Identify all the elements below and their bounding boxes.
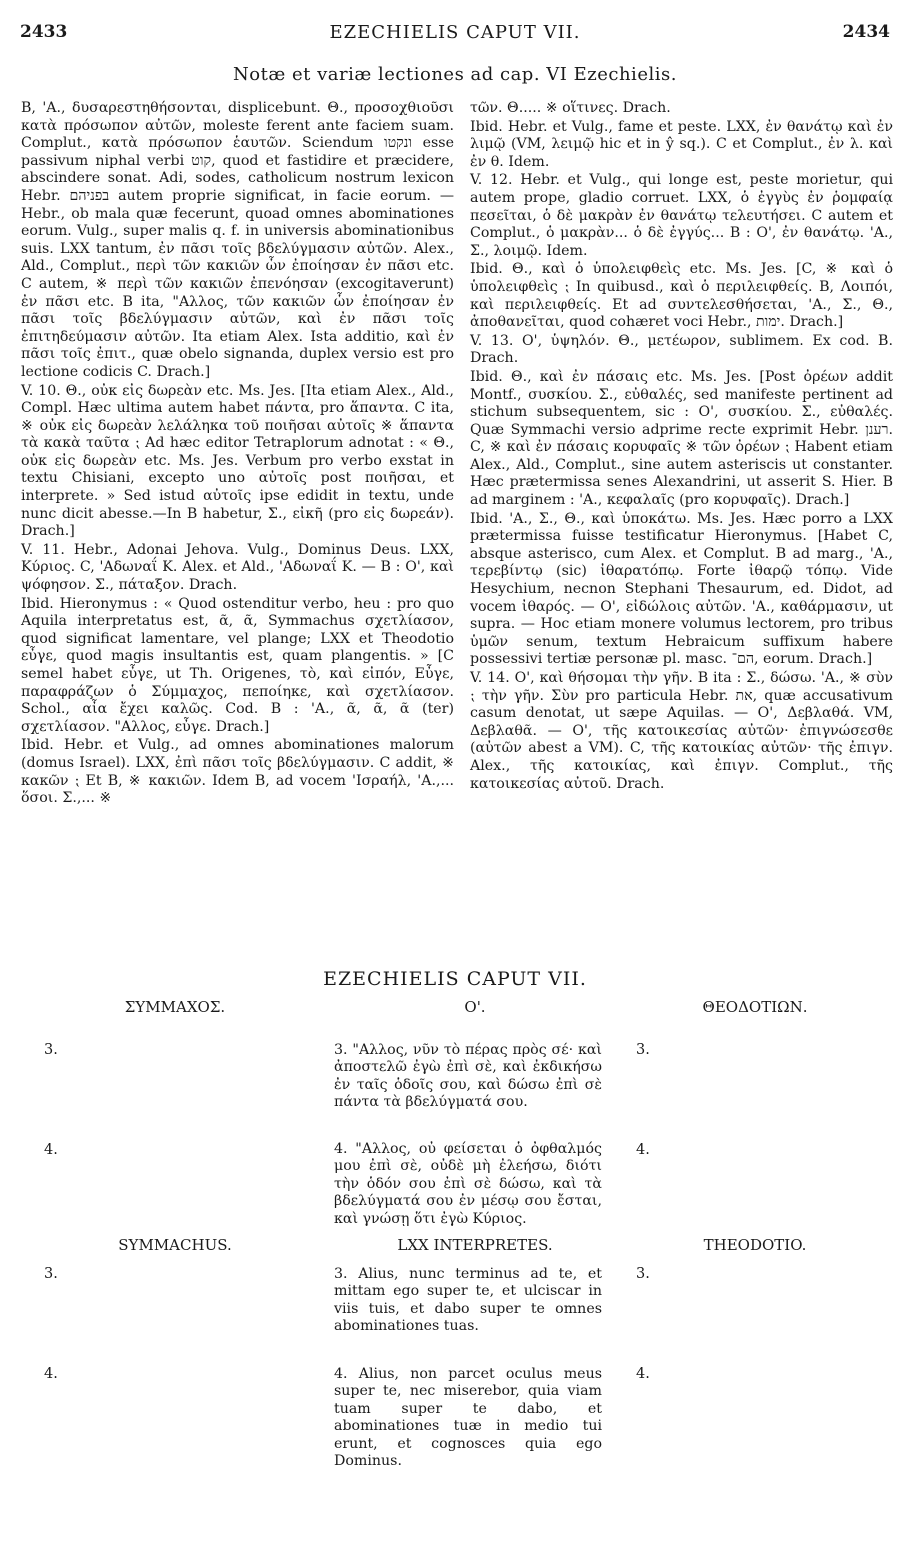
lxx-latin-verse-3: 3. Alius, nunc terminus ad te, et mittam ego super te, et ulciscar in viis tuis, et dabo super te omnes abominationes tuas. [334, 1266, 602, 1335]
verse-number: 3. [636, 1266, 650, 1282]
note-paragraph: Ibid. 'A., Σ., Θ., καὶ ὑποκάτω. Ms. Jes. Hæc porro a LXX prætermissa fuisse testificatur Hieronymus. [Habet C, absque asterisco, cum Alex. et Complut. B ad marg., 'A., τερεβίντῳ (sic) ἰθαρατόπῳ. Forte ἰθαρῷ τόπῳ. Vide Hesychium, necnon Stephani Thesaurum, ed. Didot, ad vocem ἰθαρός. — O', εἰδώλοις αὐτῶν. 'A., καθάρμασιν, ut supra. — Hoc etiam monere volumus lectorem, pro tribus ὑμῶν senum, textum Hebraicum suffixum habere possessivi tertiæ personæ pl. masc. הם־, eorum. Drach.] [470, 510, 893, 668]
verse-number: 4. [44, 1366, 58, 1382]
note-paragraph: Ibid. Θ., καὶ ἐν πάσαις etc. Ms. Jes. [Post ὀρέων addit Montf., συσκίου. Σ., εὐθαλές, sed manifeste pertinent ad stichum subsequentem, sic : O', συσκίου. Σ., εὐθαλές. Quæ Symmachi versio adprime recte exprimit Hebr. רענן. C, ※ καὶ ἐν πάσαις κορυφαῖς ※ τῶν ὀρέων ⁏ Habent etiam Alex., Ald., Complut., sine autem asteriscis ut constanter. Hæc prætermissa senes Alexandrini, ut asserit S. Hier. B ad marginem : 'A., κεφαλαῖς (pro κορυφαῖς). Drach.] [470, 368, 893, 509]
note-paragraph: Ibid. Θ., καὶ ὁ ὑπολειφθεὶς etc. Ms. Jes. [C, ※ καὶ ὁ ὑπολειφθεὶς ⁏ In quibusd., καὶ ὁ περιλειφθείς. B, Λοιπόι, καὶ περιλειφθείς. Et ad συντελεσθήσεται, 'A., Σ., Θ., ἀποθανεῖται, quod cohæret voci Hebr., ימות. Drach.] [470, 261, 893, 331]
verse-number: 3. [44, 1042, 58, 1058]
lxx-latin-header: LXX INTERPRETES. [397, 1236, 553, 1254]
note-paragraph: Ibid. Hieronymus : « Quod ostenditur verbo, heu : pro quo Aquila interpretatus est, ᾶ, ᾶ, Symmachus σχετλίασον, quod significat lamentare, vel plange; LXX et Theodotio εὖγε, quod magis insultantis est, quam plangentis. » [C semel habet εὖγε, ut Th. Origenes, τὸ, καὶ εἰπόν, Εὖγε, παραφράζων ὁ Σύμμαχος, πεποίηκε, καὶ σχετλίασον. Schol., αἶα ἔχει καλῶς. Cod. B : 'A., ᾶ, ᾶ, ᾶ (ter) σχετλίασον. "Αλλος, εὖγε. Drach.] [21, 595, 454, 735]
note-paragraph: V. 10. Θ., οὐκ εἰς δωρεὰν etc. Ms. Jes. [Ita etiam Alex., Ald., Compl. Hæc ultima autem habet πάντα, pro ἅπαντα. C ita, ※ οὐκ εἰς δωρεὰν λελάληκα τοῦ ποιῆσαι αὐτοῖς ※ ἅπαντα τὰ κακὰ ταῦτα ⁏ Ad hæc editor Tetraplorum adnotat : « Θ., οὐκ εἰς δωρεὰν etc. Ms. Jes. Verbum pro verbo exstat in textu Chisiani, excepto uno αὐτοῖς post ποιῆσαι, et interprete. » Sed istud αὐτοῖς ipse edidit in textu, unde nunc dicit abesse.—In B habetur, Σ., εἰκῆ (pro εἰς δωρεάν). Drach.] [21, 382, 454, 540]
note-paragraph: Ibid. Hebr. et Vulg., fame et peste. LXX, ἐν θανάτῳ καὶ ἐν λιμῷ (VM, λειμῷ hic et in ŷ sq.). C et Complut., ἐν λ. καὶ ἐν θ. Idem. [470, 118, 893, 170]
notes-left-column [21, 100, 454, 809]
lxx-latin-verse-4: 4. Alius, non parcet oculus meus super te, nec miserebor, quia viam tuam super te dabo, et abominationes tuæ in medio tui erunt, et cognosces quia ego Dominus. [334, 1366, 602, 1470]
verse-number: 4. [636, 1366, 650, 1382]
verse-number: 4. [636, 1142, 650, 1158]
note-paragraph: V. 12. Hebr. et Vulg., qui longe est, peste morietur, qui autem prope, gladio corruet. LXX, ὁ ἐγγὺς ἐν ῥομφαίᾳ πεσεῖται, ὁ δὲ μακρὰν ἐν θανάτῳ τελευτήσει. C autem et Complut., ὁ μακρὰν... ὁ δὲ ἐγγύς... B : O', ἐν θανάτῳ. 'A., Σ., λοιμῷ. Idem. [470, 172, 893, 259]
theodotion-greek-header: ΘΕΟΔΟΤΙΩΝ. [702, 998, 808, 1016]
verse-number: 4. [44, 1142, 58, 1158]
note-paragraph: V. 14. O', καὶ θήσομαι τὴν γῆν. B ita : Σ., δώσω. 'A., ※ σὺν ⁏ τὴν γῆν. Σὺν pro particula Hebr. את, quæ accusativum casum denotat, ut sæpe Aquilas. — O', Δεβλαθά. VM, Δεβλαθᾶ. — O', τῆς κατοικεσίας αὐτῶν· ἐπιγνώσεσθε (αὐτῶν abest a VM). C, τῆς κατοικίας αὐτῶν· τῆς ἐπιγν. Alex., τῆς κατοικίας, καὶ ἐπιγν. Complut., τῆς κατοικεσίας αὐτοῦ. Drach. [470, 670, 893, 792]
note-paragraph: Ibid. Hebr. et Vulg., ad omnes abominationes malorum (domus Israel). LXX, ἐπὶ πᾶσι τοῖς βδελύγμασιν. C addit, ※ κακῶν ⁏ Et B, ※ κακιῶν. Idem B, ad vocem 'Ισραήλ, 'A.,... ὅσοι. Σ.,... ※ [21, 737, 454, 807]
page-header [16, 22, 894, 46]
verse-number: 3. [44, 1266, 58, 1282]
notes-title: Notæ et variæ lectiones ad cap. VI Ezechielis. [233, 64, 677, 85]
chapter-title: EZECHIELIS CAPUT VII. [323, 968, 587, 990]
verse-number: 3. [636, 1042, 650, 1058]
running-title: EZECHIELIS CAPUT VII. [329, 22, 581, 43]
page-number-left: 2433 [20, 22, 68, 42]
theodotio-latin-header: THEODOTIO. [703, 1236, 807, 1254]
symmachus-greek-header: ΣΥΜΜΑΧΟΣ. [124, 998, 226, 1016]
note-paragraph: V. 11. Hebr., Adonai Jehova. Vulg., Dominus Deus. LXX, Κύριος. C, 'Αδωναΐ Κ. Alex. et Ald., 'Αδωναΐ Κ. — B : O', καὶ ψόφησον. Σ., πάταξον. Drach. [21, 541, 454, 594]
note-paragraph: τῶν. Θ..... ※ οἵτινες. Drach. [470, 100, 671, 116]
note-paragraph: V. 13. O', ὑψηλόν. Θ., μετέωρον, sublimem. Ex cod. B. Drach. [470, 332, 893, 367]
symmachus-latin-header: SYMMACHUS. [118, 1236, 232, 1254]
note-paragraph: B, 'A., δυσαρεστηθήσονται, displicebunt. Θ., προσοχθιοῦσι κατὰ πρόσωπον αὐτῶν, moleste ferent ante faciem suam. Complut., κατὰ πρόσωπον ἑαυτῶν. Sciendum ונקטו esse passivum niphal verbi קוט, quod et fastidire et præcidere, abscindere sonat. Adi, sodes, catholicum nostrum lexicon Hebr. בפניהם autem proprie significat, in facie eorum. —Hebr., ob mala quæ fecerunt, quoad omnes abominationes eorum. Vulg., super malis q. f. in universis abominationibus suis. LXX tantum, ἐν πᾶσι τοῖς βδελύγμασιν αὐτῶν. Alex., Ald., Complut., περὶ τῶν κακιῶν ὧν ἐποίησαν ἐν πᾶσι etc. C autem, ※ περὶ τῶν κακιῶν ἐπενόησαν (excogitaverunt) ἐν πᾶσι etc. B ita, "Αλλος, τῶν κακιῶν ὧν ἐποίησαν ἐν πᾶσι τοῖς βδελύγμασιν αὐτῶν, καὶ ἐν πᾶσι τοῖς ἐπιτηδεύμασιν αὐτῶν. Ita etiam Alex. Ista additio, καὶ ἐν πᾶσι τοῖς ἐπιτ., quæ obelo signanda, duplex versio est pro lectione codicis C. Drach.] [21, 100, 455, 380]
page-number-right: 2434 [842, 22, 890, 42]
lxx-greek-header: O'. [464, 998, 486, 1016]
lxx-greek-verse-4: 4. "Αλλος, οὐ φείσεται ὁ ὀφθαλμός μου ἐπὶ σὲ, οὐδὲ μὴ ἐλεήσω, διότι τὴν ὁδόν σου ἐπὶ σὲ δώσω, καὶ τὰ βδελύγματά σου ἐν μέσῳ σου ἔσται, καὶ γνώσῃ ὅτι ἐγὼ Κύριος. [334, 1141, 602, 1227]
notes-right-column [470, 100, 893, 794]
lxx-greek-verse-3: 3. "Αλλος, νῦν τὸ πέρας πρὸς σέ· καὶ ἀποστελῶ ἐγὼ ἐπὶ σὲ, καὶ ἐκδικήσω ἐν ταῖς ὁδοῖς σου, καὶ δώσω ἐπὶ σὲ πάντα τὰ βδελύγματά σου. [334, 1042, 602, 1111]
